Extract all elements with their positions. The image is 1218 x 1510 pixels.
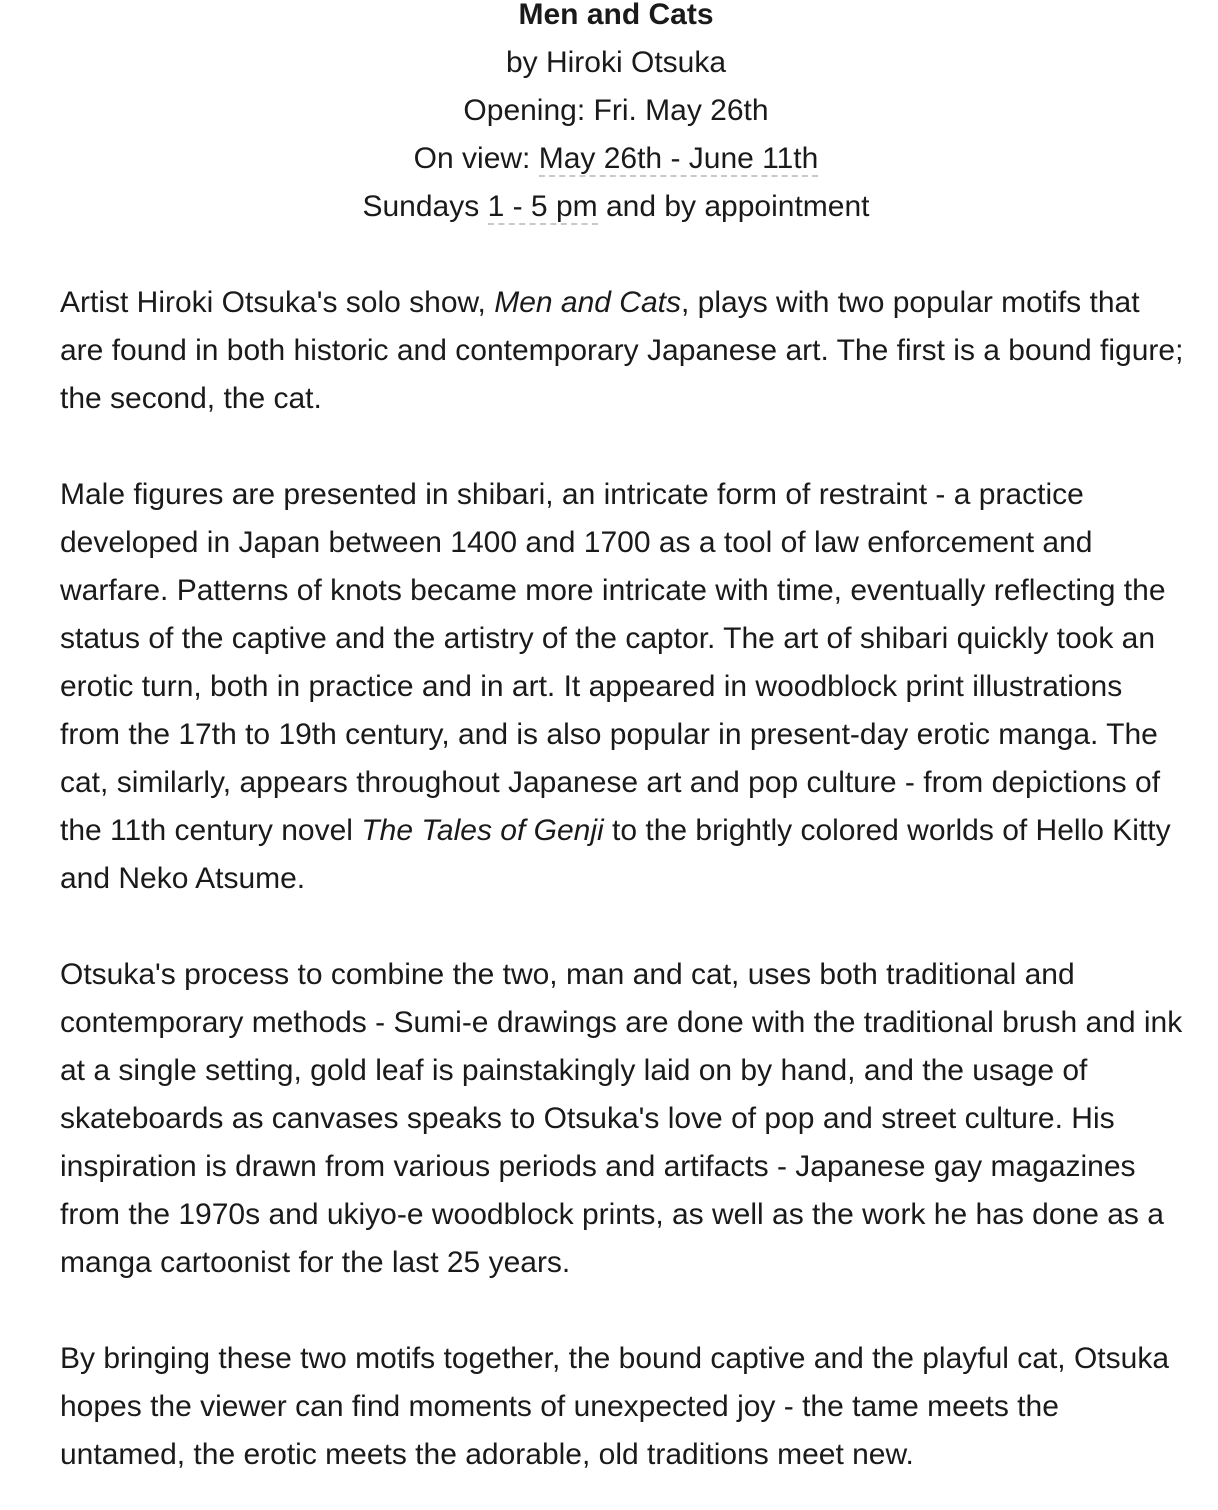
paragraph-shibari-novel-title: The Tales of Genji [361, 814, 604, 847]
exhibition-description [60, 279, 1188, 1479]
hours-suffix: and by appointment [597, 190, 870, 223]
paragraph-intro [60, 279, 1188, 423]
exhibition-header [0, 0, 1218, 231]
hours-time-link[interactable]: 1 - 5 pm [487, 190, 598, 223]
onview-dates-link[interactable]: May 26th - June 11th [538, 142, 819, 175]
paragraph-process: Otsuka's process to combine the two, man and cat, uses both traditional and contemporary methods - Sumi-e drawings are done with the traditional brush and ink at a single setting, gold leaf is painstakingly laid on by hand, and the usage of skateboards as canvases speaks to Otsuka's love of pop and street culture. His inspiration is drawn from various periods and artifacts - Japanese gay magazines from the 1970s and ukiyo-e woodblock prints, as well as the work he has done as a manga cartoonist for the last 25 years. [60, 958, 1183, 1279]
exhibition-title: Men and Cats [518, 0, 714, 31]
paragraph-shibari-text-b: to the brightly colored worlds of Hello Kitty and Neko Atsume. [60, 814, 1171, 895]
paragraph-conclusion: By bringing these two motifs together, the bound captive and the playful cat, Otsuka hopes the viewer can find moments of unexpected joy - the tame meets the untamed, the erotic meets the adorable, old traditions meet new. [60, 1342, 1170, 1471]
exhibition-onview [14, 135, 1218, 183]
exhibition-byline: by Hiroki Otsuka [505, 46, 727, 79]
paragraph-shibari [60, 471, 1188, 903]
exhibition-hours [14, 183, 1218, 231]
exhibition-opening: Opening: Fri. May 26th [463, 94, 769, 127]
hours-prefix: Sundays [362, 190, 488, 223]
paragraph-shibari-text-a: Male figures are presented in shibari, an intricate form of restraint - a practice developed in Japan between 1400 and 1700 as a tool of law enforcement and warfare. Patterns of knots became more intricate with time, eventually reflecting the status of the captive and the artistry of the captor. The art of shibari quickly took an erotic turn, both in practice and in art. It appeared in woodblock print illustrations from the 17th to 19th century, and is also popular in present-day erotic manga. The cat, similarly, appears throughout Japanese art and pop culture - from depictions of the 11th century novel [60, 478, 1166, 847]
paragraph-intro-show-title: Men and Cats [494, 286, 681, 319]
onview-label: On view: [413, 142, 539, 175]
paragraph-intro-text-b: , plays with two popular motifs that are found in both historic and contemporary Japanese art. The first is a bound figure; the second, the cat. [60, 286, 1184, 415]
paragraph-intro-text-a: Artist Hiroki Otsuka's solo show, [60, 286, 495, 319]
